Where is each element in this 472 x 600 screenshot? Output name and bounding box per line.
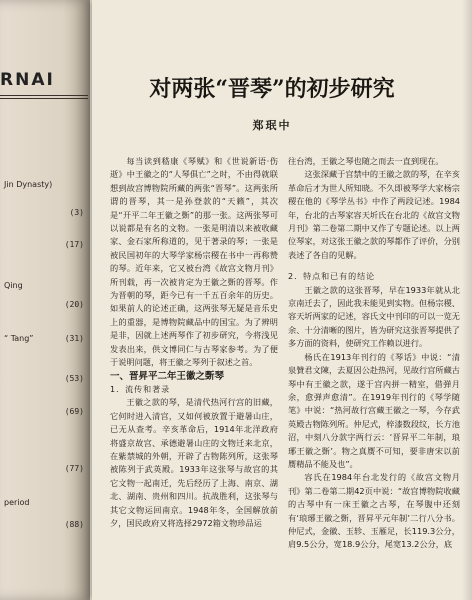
header-rule-bottom — [0, 98, 88, 99]
section-heading: 一、晋昇平二年王徽之斲琴 — [110, 370, 225, 382]
toc-title: period — [4, 498, 30, 507]
intro-paragraph: 每当读到嵇康《琴赋》和《世说新语·伤逝》中王徽之的“人琴俱亡”之时，不由得就联想到故宫博物院所藏的两张“晋琴”。这两张所谓的晋琴，其一是孙登款的“天籁”，其次是“开平二年王徽之斲”的那一张。这两张琴可以说都是有名的文物。一张是明清以来被收藏家、金石家所称道的，见于著录的琴；一张是被民国初年的大琴学家杨宗稷在书中一再称赞的琴。近年来，它又被台湾《故宫文物月刊》所刊载，再一次被肯定为王徽之斲的晋琴。作为晋朝的琴，距今已有一千五百余年的历史。如果前人的论述正确，这两张琴无疑是音乐史上的重器，是博物院藏品中的国宝。为了辨明是非，因就上述两琴作了初步研究，今将浅见发表出来，供文博同仁与古琴家参考。为了便于说明问题，将王徽之琴列于叙述之首。 — [110, 156, 278, 368]
toc-page-number: (69) — [64, 407, 84, 416]
continued-paragraph: 往台湾，王徽之琴也随之而去一直到现在。 — [288, 156, 444, 166]
body-paragraph: 这张深藏于宫禁中的王徽之款的琴，在辛亥革命后才为世人所知晓。不久即被琴学大家杨宗稷在他的《琴学丛书》中作了两段记述。1984年，台北的古琴家容天圻氏在台北的《故宫文物月刊》第二卷第二期中又作了专题论述。以上两位琴家，对这张王徽之款的琴都作了评价，分别表述了各自的见解。 — [288, 169, 460, 260]
left-page-strip — [0, 0, 90, 600]
subsection-heading: 1．流传和著录 — [110, 384, 171, 394]
right-column — [288, 155, 460, 552]
page-edge-shadow — [462, 0, 472, 600]
toc-page-number: (77) — [64, 464, 84, 473]
toc-page-number: (20) — [64, 300, 84, 309]
left-column — [110, 155, 278, 530]
body-paragraph: 杨氏在1913年刊行的《琴话》中说：“清泉贊君文陳，去夏因公赴热河，见故行宫所藏古琴中有王徽之款，遂于宫内拼一精室，借弹月余，愈弹声愈清”。在1919年刊行的《琴学随笔》中说：“热河故行宫藏王徽之一琴，今存武英殿古物陈列所。仲尼式，梓漆数段纹，长方池沼，中刻八分款字两行云：‘晋昇平二年制，琅琊王徽之斲’。物之真赝不可知，要非唐宋以前赝精品不能及也”。 — [288, 351, 460, 469]
left-page-header: RNAI — [0, 70, 55, 90]
header-rule-top — [0, 95, 88, 96]
toc-page-number: (31) — [64, 334, 84, 343]
article-page — [92, 0, 472, 600]
article-author: 郑珉中 — [252, 119, 292, 132]
toc-page-number: (88) — [64, 520, 84, 529]
toc-title: “ Tang” — [4, 334, 34, 343]
toc-title: Qing — [4, 281, 23, 290]
body-paragraph: 容氏在1984年台北发行的《故宫文物月刊》第二卷第二期42页中说：“故宫博物院收藏的古琴中有一床王徽之古琴，在琴腹中还刻有‘琅琊王徽之斲，晋昇平元年制’二行八分书。仲尼式，金徽、玉轸、玉雁足，长119.3公分，肩9.5公分，宽18.9公分，尾宽13.2公分，底 — [288, 472, 460, 550]
body-paragraph: 王徽之款的琴，是清代热河行宫的旧藏，它何时进入清宫，又如何被放置于避暑山庄，已无从查考。辛亥革命后，1914年北洋政府将盛京故宫、承德避暑山庄的文物迁来北京，在紫禁城的外朝，开辟了古物陈列所，这张琴被陈列于武英殿。1933年这张琴与故宫的其它文物一起南迁，先后经历了上海、南京、湖北、湖南、贵州和四川。抗战胜利，这张琴与其它文物运回南京。1948年冬，全国解放前夕，国民政府又将选择2972箱文物珍品运 — [110, 397, 278, 528]
toc-page-number: (17) — [64, 240, 84, 249]
body-paragraph: 王徽之款的这张晋琴，早在1933年就从北京南迁去了，因此我未能见到实物。但杨宗稷、容天圻两家的记述，容氏文中刊印的可以一览无余、十分清晰的图片，皆为研究这张晋琴提供了多方面的资料，使研究工作赖以进行。 — [288, 284, 460, 349]
toc-page-number: (53) — [64, 374, 84, 383]
toc-page-number: (3) — [69, 208, 84, 217]
toc-title: Jin Dynasty) — [4, 180, 53, 189]
subsection-heading: 2．特点和已有的结论 — [288, 272, 376, 282]
article-title: 对两张“晋琴”的初步研究 — [149, 76, 395, 102]
